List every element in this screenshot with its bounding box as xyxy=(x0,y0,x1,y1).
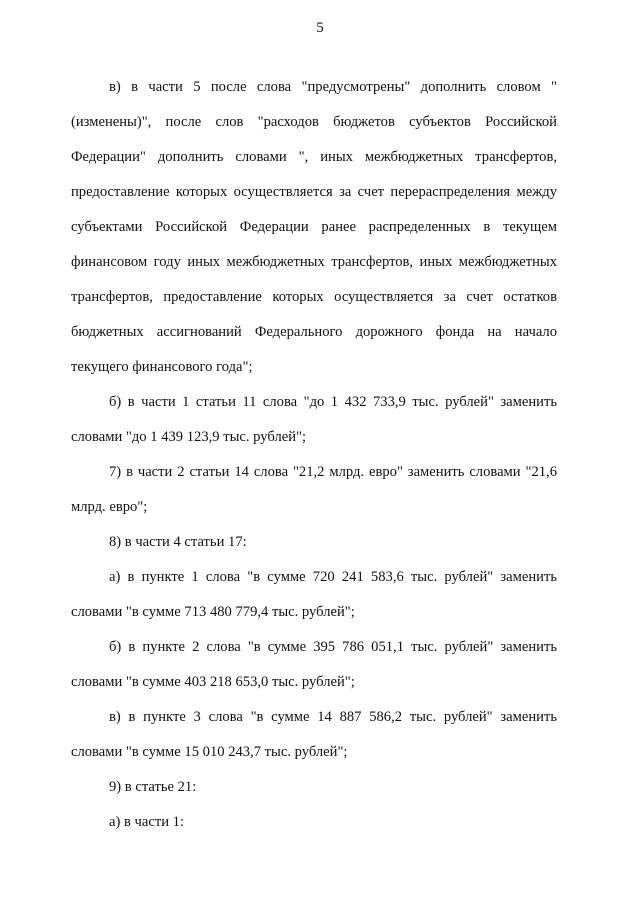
paragraph-6-article-11: б) в части 1 статьи 11 слова "до 1 432 733,9 тыс. рублей" заменить словами "до 1 439 123,9 тыс. рублей"; xyxy=(71,394,557,445)
document-body xyxy=(71,70,557,840)
paragraph-v-part-5: в) в части 5 после слова "предусмотрены" дополнить словом "(изменены)", после слов "расходов бюджетов субъектов Российской Федерации" дополнить словами ", иных межбюджетных трансфертов, предоставление которых осуществляется за счет перераспределения между субъектами Российской Федерации ранее распределенных в текущем финансовом году иных межбюджетных трансфертов, иных межбюджетных трансфертов, предоставление которых осуществляется за счет остатков бюджетных ассигнований Федерального дорожного фонда на начало текущего финансового года"; xyxy=(71,79,557,375)
page-number: 5 xyxy=(316,20,324,36)
paragraph-7-article-14: 7) в части 2 статьи 14 слова "21,2 млрд. евро" заменить словами "21,6 млрд. евро"; xyxy=(71,464,557,515)
paragraph-9a-part-1: а) в части 1: xyxy=(109,814,185,830)
paragraph-8v-item-3: в) в пункте 3 слова "в сумме 14 887 586,2 тыс. рублей" заменить словами "в сумме 15 010 243,7 тыс. рублей"; xyxy=(71,709,557,760)
paragraph-8-article-17: 8) в части 4 статьи 17: xyxy=(109,534,247,550)
paragraph-8a-item-1: а) в пункте 1 слова "в сумме 720 241 583,6 тыс. рублей" заменить словами "в сумме 713 480 779,4 тыс. рублей"; xyxy=(71,569,557,620)
paragraph-9-article-21: 9) в статье 21: xyxy=(109,779,197,795)
paragraph-8b-item-2: б) в пункте 2 слова "в сумме 395 786 051,1 тыс. рублей" заменить словами "в сумме 403 218 653,0 тыс. рублей"; xyxy=(71,639,557,690)
